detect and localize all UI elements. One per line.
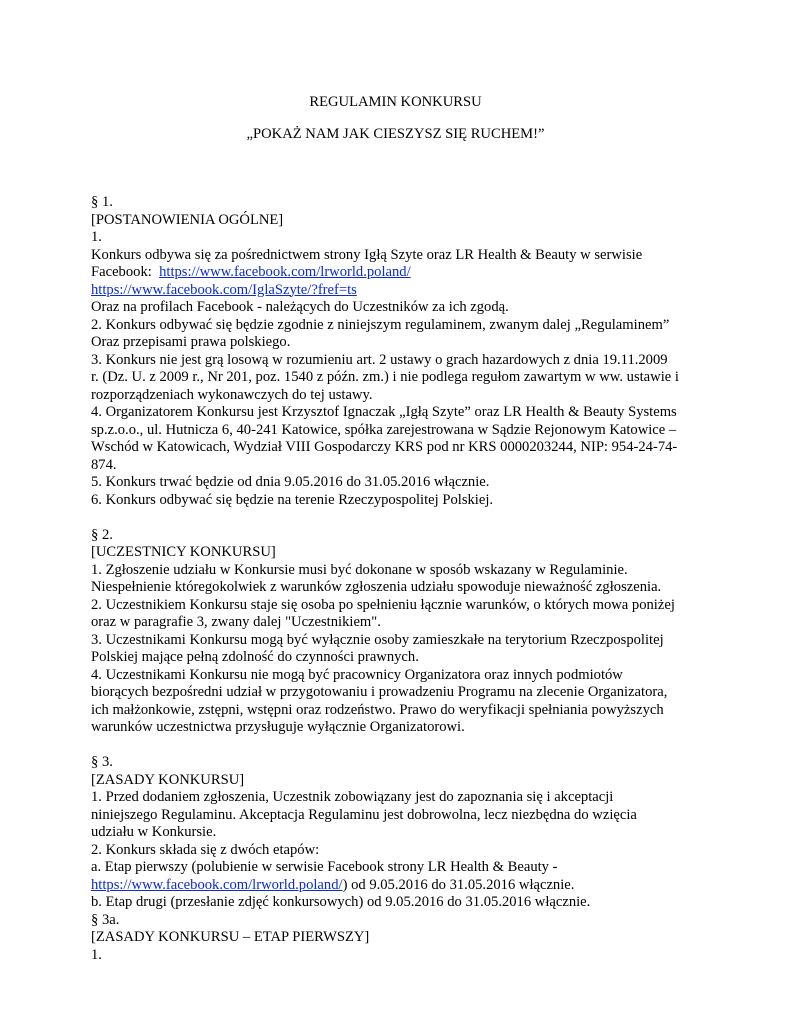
- facebook-prefix: Facebook:: [91, 264, 160, 280]
- paragraph-line: [91, 282, 711, 300]
- section-heading: [POSTANOWIENIA OGÓLNE]: [91, 211, 284, 228]
- paragraph-line: r. (Dz. U. z 2009 r., Nr 201, poz. 1540 z późn. zm.) i nie podlega regułom zawartym w ww. ustawie i: [91, 369, 679, 385]
- paragraph-line: Polskiej mające pełną zdolność do czynności prawnych.: [91, 649, 419, 665]
- section-3: [91, 754, 711, 964]
- paragraph-line: Niespełnienie któregokolwiek z warunków zgłoszenia udziału spowoduje nieważność zgłoszenia.: [91, 579, 662, 595]
- paragraph-line: 874.: [91, 456, 117, 473]
- section-number: § 1.: [91, 194, 113, 210]
- paragraph-line: 6. Konkurs odbywać się będzie na terenie Rzeczypospolitej Polskiej.: [91, 491, 494, 508]
- iglaszyte-facebook-link[interactable]: https://www.facebook.com/IglaSzyte/?fref=ts: [91, 281, 357, 298]
- section-number: § 3a.: [91, 911, 120, 928]
- paragraph-line: Oraz przepisami prawa polskiego.: [91, 334, 291, 350]
- section-heading: [UCZESTNICY KONKURSU]: [91, 544, 276, 560]
- paragraph-line: 3. Konkurs nie jest grą losową w rozumieniu art. 2 ustawy o grach hazardowych z dnia 19.11.2009: [91, 351, 668, 368]
- lrworld-facebook-link[interactable]: https://www.facebook.com/lrworld.poland/: [159, 264, 411, 280]
- spacer: [91, 737, 711, 755]
- document-body: [91, 194, 711, 964]
- paragraph-line: 2. Konkurs składa się z dwóch etapów:: [91, 841, 320, 858]
- paragraph-line: 1. Przed dodaniem zgłoszenia, Uczestnik zobowiązany jest do zapoznania się i akceptacji: [91, 789, 614, 805]
- paragraph-line: niniejszego Regulaminu. Akceptacja Regulaminu jest dobrowolna, lecz niezbędna do wzięcia: [91, 806, 637, 823]
- paragraph-line: warunków uczestnictwa przysługuje wyłącznie Organizatorowi.: [91, 719, 465, 735]
- paragraph-line: ich małżonkowie, zstępni, wstępni oraz rodzeństwo. Prawo do weryfikacji spełniania powyższych: [91, 701, 664, 718]
- paragraph-line: b. Etap drugi (przesłanie zdjęć konkursowych) od 9.05.2016 do 31.05.2016 włącznie.: [91, 894, 591, 910]
- paragraph-line: 4. Uczestnikami Konkursu nie mogą być pracownicy Organizatora oraz innych podmiotów: [91, 666, 623, 683]
- paragraph-line: sp.z.o.o., ul. Hutnicza 6, 40-241 Katowice, spółka zarejestrowana w Sądzie Rejonowym Katowice –: [91, 421, 677, 438]
- section-1: [91, 194, 711, 509]
- section-number: § 3.: [91, 754, 113, 770]
- spacer: [91, 509, 711, 527]
- paragraph-line: udziału w Konkursie.: [91, 824, 217, 840]
- section-2: [91, 527, 711, 737]
- paragraph-line: 3. Uczestnikami Konkursu mogą być wyłącznie osoby zamieszkałe na terytorium Rzeczpospolitej: [91, 631, 664, 648]
- paragraph-line: 1. Zgłoszenie udziału w Konkursie musi być dokonane w sposób wskazany w Regulaminie.: [91, 561, 628, 578]
- paragraph-line: [91, 264, 711, 282]
- paragraph-line: 5. Konkurs trwać będzie od dnia 9.05.2016 do 31.05.2016 włącznie.: [91, 474, 490, 490]
- paragraph-line: 2. Uczestnikiem Konkursu staje się osoba po spełnieniu łącznie warunków, o których mowa poniżej: [91, 596, 675, 613]
- paragraph-line: a. Etap pierwszy (polubienie w serwisie Facebook strony LR Health & Beauty -: [91, 859, 558, 875]
- lrworld-facebook-link[interactable]: https://www.facebook.com/lrworld.poland/: [91, 876, 343, 893]
- section-heading: [ZASADY KONKURSU – ETAP PIERWSZY]: [91, 929, 370, 945]
- paragraph-line: 4. Organizatorem Konkursu jest Krzysztof Ignaczak „Igłą Szyte” oraz LR Health & Beauty Systems: [91, 404, 677, 420]
- section-number: § 2.: [91, 526, 113, 543]
- paragraph-line: Konkurs odbywa się za pośrednictwem strony Igłą Szyte oraz LR Health & Beauty w serwisie: [91, 246, 643, 263]
- paragraph-line: oraz w paragrafie 3, zwany dalej "Uczestnikiem".: [91, 614, 381, 630]
- document-subtitle: „POKAŻ NAM JAK CIESZYSZ SIĘ RUCHEM!”: [246, 126, 545, 142]
- paragraph-line: 1.: [91, 229, 102, 245]
- paragraph-line: Wschód w Katowicach, Wydział VIII Gospodarczy KRS pod nr KRS 0000203244, NIP: 954-24-74-: [91, 439, 678, 455]
- section-heading: [ZASADY KONKURSU]: [91, 771, 245, 788]
- paragraph-line: 1.: [91, 946, 102, 963]
- paragraph-line: 2. Konkurs odbywać się będzie zgodnie z niniejszym regulaminem, zwanym dalej „Regulaminem”: [91, 316, 670, 333]
- stage-one-dates: ) od 9.05.2016 do 31.05.2016 włącznie.: [342, 876, 575, 893]
- paragraph-line: Oraz na profilach Facebook - należących do Uczestników za ich zgodą.: [91, 299, 509, 315]
- paragraph-line: rozporządzeniach wykonawczych do tej ustawy.: [91, 386, 373, 403]
- document-title: REGULAMIN KONKURSU: [309, 94, 482, 110]
- paragraph-line: biorących bezpośredni udział w przygotowaniu i prowadzeniu Programu na zlecenie Organizatora,: [91, 684, 668, 700]
- paragraph-line: [91, 877, 711, 895]
